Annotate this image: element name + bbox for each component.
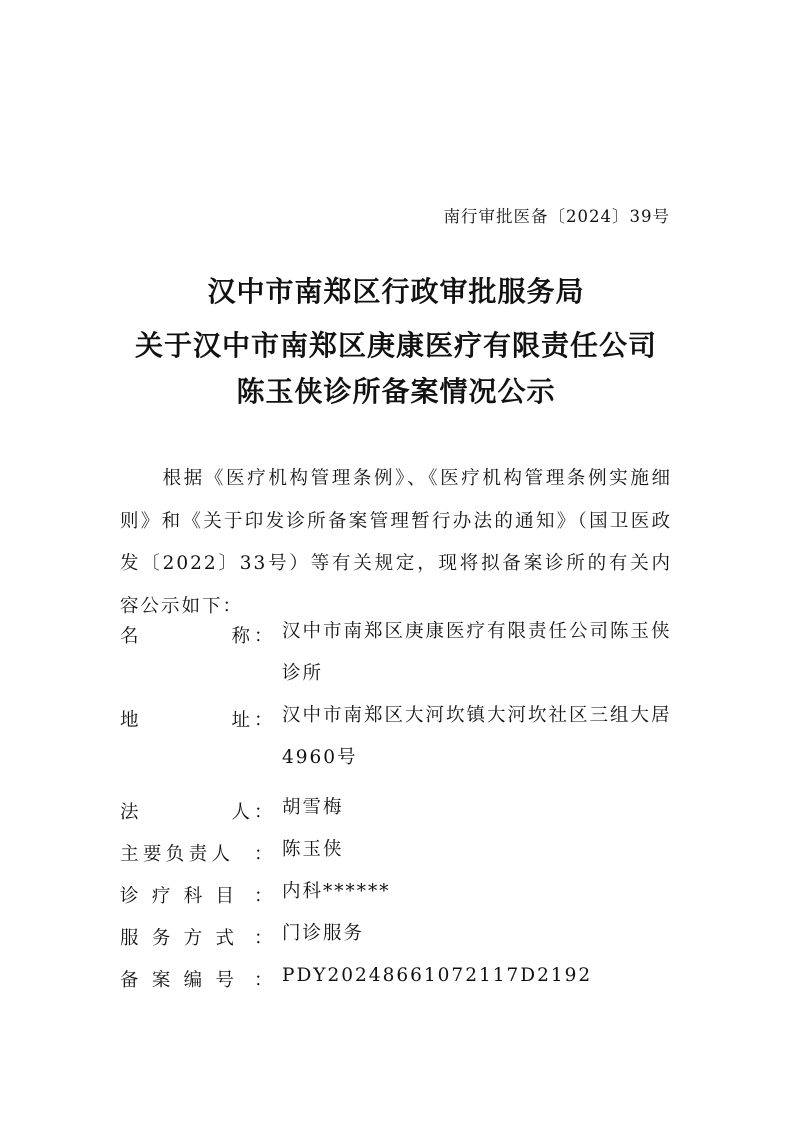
label-char: 科 bbox=[183, 886, 205, 907]
field-colon: ： bbox=[254, 886, 275, 907]
field-colon: ： bbox=[254, 710, 275, 731]
field-colon: ： bbox=[254, 844, 275, 865]
title-line-1: 汉中市南郑区行政审批服务局 bbox=[207, 275, 585, 308]
field-value: 汉中市南郑区大河坎镇大河坎社区三组大居4960号 bbox=[282, 705, 672, 768]
field-label bbox=[120, 706, 252, 732]
label-char: 法 bbox=[120, 802, 141, 823]
field-colon: ： bbox=[254, 928, 275, 949]
field-value: 门诊服务 bbox=[282, 923, 365, 944]
body-paragraph-text: 根据《医疗机构管理条例》、《医疗机构管理条例实施细则》和《关于印发诊所备案管理暂行办法的通知》（国卫医政发〔2022〕33号）等有关规定，现将拟备案诊所的有关内容公示如下： bbox=[120, 468, 672, 617]
label-char: 号 bbox=[215, 970, 236, 991]
document-number: 南行审批医备〔2024〕39号 bbox=[443, 207, 670, 226]
field-value: 胡雪梅 bbox=[282, 797, 344, 818]
label-char: 责 bbox=[188, 844, 210, 865]
field-value: 陈玉侠 bbox=[282, 839, 344, 860]
label-char: 服 bbox=[120, 928, 141, 949]
field-label bbox=[120, 924, 236, 950]
title-line-3: 陈玉侠诊所备案情况公示 bbox=[236, 375, 556, 408]
field-colon: ： bbox=[254, 626, 275, 647]
field-colon: ： bbox=[254, 970, 275, 991]
label-char: 要 bbox=[142, 844, 164, 865]
label-char: 编 bbox=[183, 970, 205, 991]
label-char: 人 bbox=[231, 802, 252, 823]
field-label bbox=[120, 840, 232, 866]
label-char: 诊 bbox=[120, 886, 141, 907]
label-char: 地 bbox=[120, 710, 141, 731]
label-char: 务 bbox=[151, 928, 173, 949]
body-paragraph bbox=[120, 458, 672, 628]
label-char: 称 bbox=[231, 626, 252, 647]
field-value: PDY20248661072117D2192 bbox=[282, 965, 593, 986]
field-value: 汉中市南郑区庚康医疗有限责任公司陈玉侠诊所 bbox=[282, 621, 672, 684]
field-label bbox=[120, 798, 252, 824]
field-label bbox=[120, 622, 252, 648]
label-char: 目 bbox=[215, 886, 236, 907]
label-char: 方 bbox=[183, 928, 205, 949]
label-char: 名 bbox=[120, 626, 141, 647]
label-char: 案 bbox=[151, 970, 173, 991]
label-char: 疗 bbox=[151, 886, 173, 907]
title-line-2: 关于汉中市南郑区庚康医疗有限责任公司 bbox=[134, 329, 657, 362]
label-char: 人 bbox=[211, 844, 232, 865]
label-char: 备 bbox=[120, 970, 141, 991]
label-char: 主 bbox=[120, 844, 141, 865]
field-label bbox=[120, 966, 236, 992]
label-char: 址 bbox=[231, 710, 252, 731]
field-label bbox=[120, 882, 236, 908]
label-char: 负 bbox=[165, 844, 187, 865]
label-char: 式 bbox=[215, 928, 236, 949]
field-colon: ： bbox=[254, 802, 275, 823]
field-value: 内科****** bbox=[282, 881, 391, 902]
